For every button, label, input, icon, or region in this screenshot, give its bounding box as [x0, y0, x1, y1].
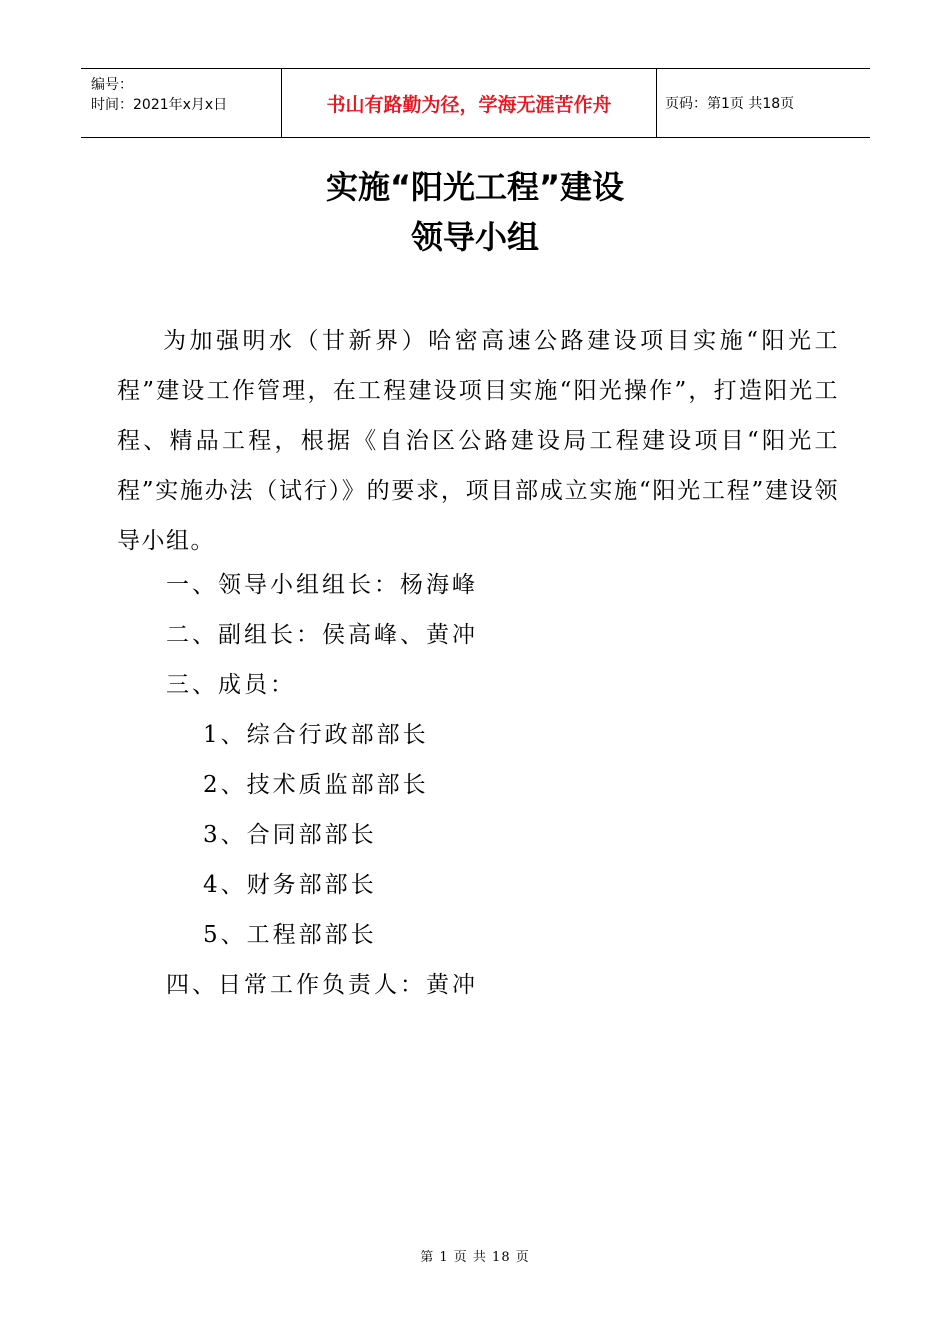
- header-meta-cell: [81, 69, 282, 137]
- document-title-line-2: 领导小组: [410, 218, 539, 256]
- members-heading: 三、成员：: [166, 672, 296, 698]
- member-item: 5、工程部部长: [203, 922, 377, 948]
- member-item: 2、技术质监部部长: [203, 772, 429, 798]
- header-motto: 书山有路勤为径，学海无涯苦作舟: [326, 93, 612, 116]
- header-page-cell: [657, 69, 870, 137]
- deputy-line: 二、副组长：侯高峰、黄冲: [166, 622, 478, 648]
- member-item: 1、综合行政部部长: [203, 722, 429, 748]
- intro-paragraph: 为加强明水（甘新界）哈密高速公路建设项目实施“阳光工程”建设工作管理，在工程建设项目实施“阳光操作”，打造阳光工程、精品工程，根据《自治区公路建设局工程建设项目“阳光工程”实施办法（试行）》的要求，项目部成立实施“阳光工程”建设领导小组。: [117, 328, 839, 554]
- page-header: [81, 68, 870, 138]
- header-page-info: 页码：第1页 共18页: [665, 96, 795, 112]
- leader-line: 一、领导小组组长：杨海峰: [166, 572, 478, 598]
- member-item: 3、合同部部长: [203, 822, 377, 848]
- document-time-label: 时间：2021年x月x日: [91, 97, 228, 113]
- header-motto-cell: [282, 69, 657, 137]
- member-item: 4、财务部部长: [203, 872, 377, 898]
- page-footer: 第 1 页 共 18 页: [420, 1250, 530, 1265]
- document-title-line-1: 实施“阳光工程”建设: [325, 168, 625, 206]
- daily-lead-line: 四、日常工作负责人：黄冲: [166, 972, 478, 998]
- document-number-label: 编号：: [91, 77, 133, 93]
